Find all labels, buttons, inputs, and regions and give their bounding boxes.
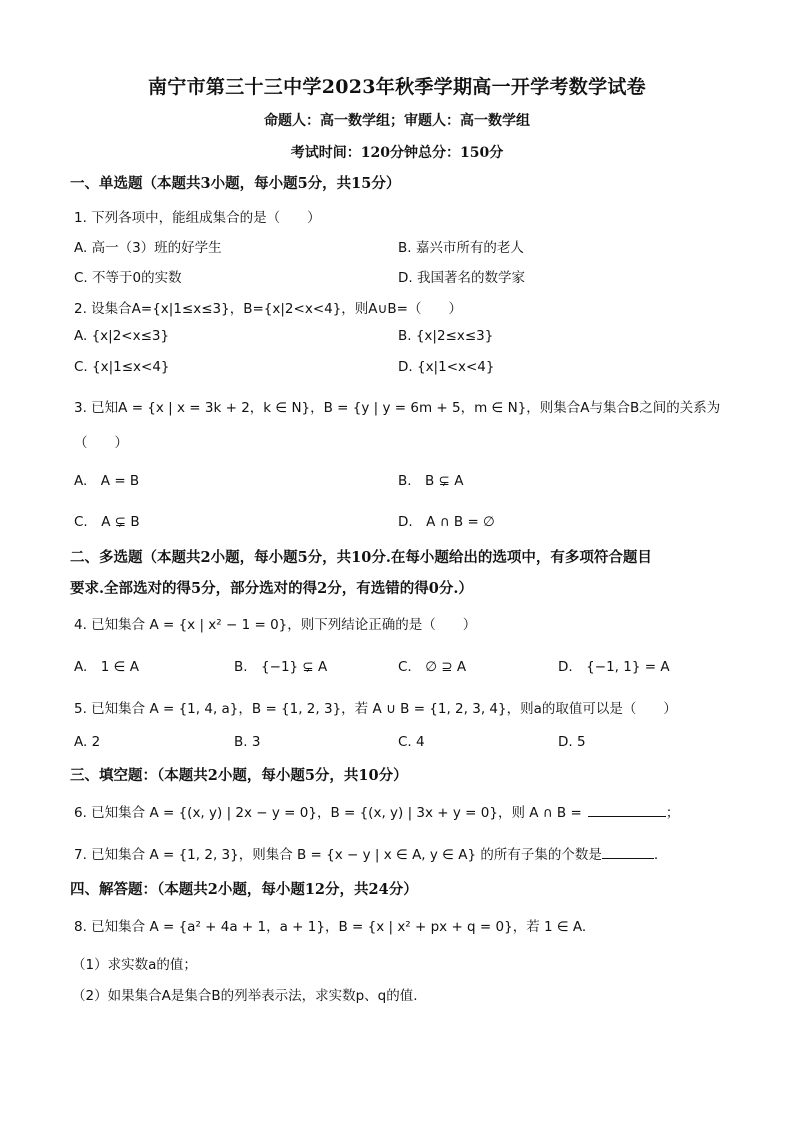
q4-option-b: B. {−1} ⊊ A xyxy=(234,659,328,675)
q6-answer-blank[interactable] xyxy=(588,804,666,817)
q3-option-d: D. A ∩ B = ∅ xyxy=(398,514,495,530)
q7-tail: . xyxy=(653,847,659,863)
q1-option-c: C. 不等于0的实数 xyxy=(74,270,182,286)
exam-info: 考试时间：120分钟总分：150分 xyxy=(290,145,504,161)
q8-part1: （1）求实数a的值； xyxy=(72,957,197,973)
q4-stem: 4. 已知集合 A = {x | x² − 1 = 0}，则下列结论正确的是（ ） xyxy=(74,617,477,633)
q3-option-a: A. A = B xyxy=(74,473,140,489)
q6-tail: ； xyxy=(665,805,680,821)
q7-answer-blank[interactable] xyxy=(602,846,654,859)
q2-option-b: B. {x|2≤x≤3} xyxy=(398,328,494,344)
exam-title: 南宁市第三十三中学2023年秋季学期高一开学考数学试卷 xyxy=(148,76,646,98)
q2-option-a: A. {x|2<x≤3} xyxy=(74,328,170,344)
section-multi-choice-line2: 要求.全部选对的得5分，部分选对的得2分，有选错的得0分.） xyxy=(70,580,473,597)
q2-option-d: D. {x|1<x<4} xyxy=(398,359,495,375)
q1-option-b: B. 嘉兴市所有的老人 xyxy=(398,240,524,256)
q8-part2: （2）如果集合A是集合B的列举表示法，求实数p、q的值. xyxy=(72,988,418,1004)
q1-option-d: D. 我国著名的数学家 xyxy=(398,270,525,286)
section-multi-choice-line1: 二、多选题（本题共2小题，每小题5分，共10分.在每小题给出的选项中，有多项符合题目 xyxy=(70,549,652,566)
q2-stem: 2. 设集合A={x|1≤x≤3}，B={x|2<x<4}，则A∪B=（ ） xyxy=(74,301,462,317)
q4-option-c: C. ∅ ⊇ A xyxy=(398,659,467,675)
q4-option-a: A. 1 ∈ A xyxy=(74,659,139,675)
q3-option-b: B. B ⊊ A xyxy=(398,473,464,489)
q1-stem: 1. 下列各项中，能组成集合的是（ ） xyxy=(74,210,321,226)
q5-option-b: B. 3 xyxy=(234,734,261,750)
section-solution: 四、解答题：（本题共2小题，每小题12分，共24分） xyxy=(70,881,418,898)
section-fill-in: 三、填空题：（本题共2小题，每小题5分，共10分） xyxy=(70,767,408,784)
q5-stem: 5. 已知集合 A = {1, 4, a}，B = {1, 2, 3}，若 A ∪ B = {1, 2, 3, 4}，则a的取值可以是（ ） xyxy=(74,701,677,717)
q6-stem: 6. 已知集合 A = {(x, y) | 2x − y = 0}，B = {(x, y) | 3x + y = 0}，则 A ∩ B = xyxy=(74,805,582,821)
q4-option-d: D. {−1, 1} = A xyxy=(558,659,670,675)
q5-option-a: A. 2 xyxy=(74,734,101,750)
q7-stem: 7. 已知集合 A = {1, 2, 3}，则集合 B = {x − y | x ∈ A, y ∈ A} 的所有子集的个数是 xyxy=(74,847,602,863)
section-single-choice: 一、单选题（本题共3小题，每小题5分，共15分） xyxy=(70,175,401,192)
q7-line xyxy=(74,843,658,863)
q5-option-c: C. 4 xyxy=(398,734,425,750)
q3-stem-paren: （ ） xyxy=(74,435,128,451)
exam-authors: 命题人：高一数学组；审题人：高一数学组 xyxy=(264,113,530,129)
q3-stem: 3. 已知A = {x | x = 3k + 2，k ∈ N}，B = {y | y = 6m + 5，m ∈ N}，则集合A与集合B之间的关系为 xyxy=(74,400,721,416)
q2-option-c: C. {x|1≤x<4} xyxy=(74,359,170,375)
q3-option-c: C. A ⊊ B xyxy=(74,514,140,530)
q6-line xyxy=(74,801,679,821)
q1-option-a: A. 高一（3）班的好学生 xyxy=(74,240,222,256)
q5-option-d: D. 5 xyxy=(558,734,586,750)
q8-stem: 8. 已知集合 A = {a² + 4a + 1，a + 1}，B = {x | x² + px + q = 0}，若 1 ∈ A. xyxy=(74,919,587,935)
